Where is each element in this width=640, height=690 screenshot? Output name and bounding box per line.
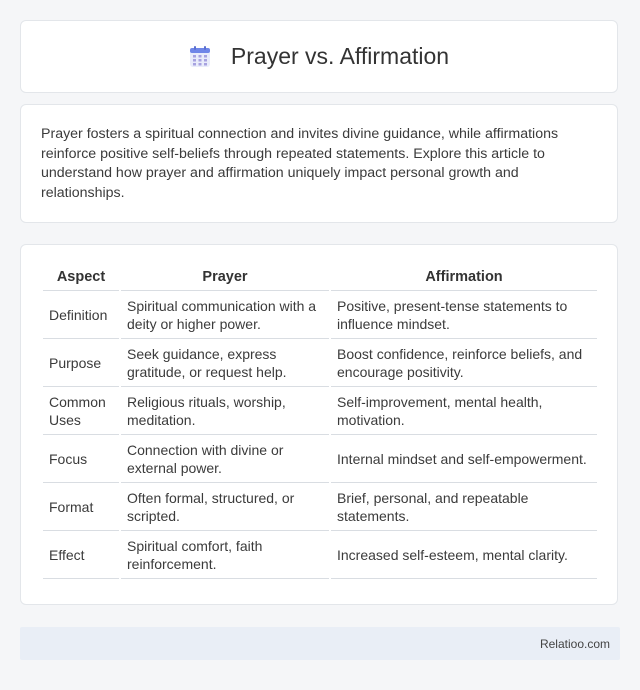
column-header-affirmation: Affirmation (331, 265, 597, 291)
table-row (43, 387, 597, 435)
cell-prayer: Spiritual communication with a deity or higher power. (121, 291, 329, 339)
footer-brand: Relatioo.com (539, 636, 610, 651)
table-header-row (43, 265, 597, 291)
table-row (43, 531, 597, 579)
page-title: Prayer vs. Affirmation (230, 43, 450, 69)
cell-aspect: Format (43, 483, 119, 531)
footer-bar (20, 627, 620, 660)
table-row (43, 339, 597, 387)
comparison-card (20, 244, 618, 605)
cell-aspect: Definition (43, 291, 119, 339)
cell-affirmation: Positive, present-tense statements to influence mindset. (331, 291, 597, 339)
cell-affirmation: Brief, personal, and repeatable statements. (331, 483, 597, 531)
cell-affirmation: Self-improvement, mental health, motivation. (331, 387, 597, 435)
cell-prayer: Connection with divine or external power. (121, 435, 329, 483)
calendar-icon (189, 46, 211, 68)
cell-aspect: Focus (43, 435, 119, 483)
title-card (20, 20, 618, 93)
table-row (43, 435, 597, 483)
cell-affirmation: Increased self-esteem, mental clarity. (331, 531, 597, 579)
cell-aspect: Purpose (43, 339, 119, 387)
cell-prayer: Often formal, structured, or scripted. (121, 483, 329, 531)
table-row (43, 483, 597, 531)
intro-text: Prayer fosters a spiritual connection and invites divine guidance, while affirmations reinforce positive self-beliefs through repeated statements. Explore this article to understand how prayer and affirmation uniquely impact personal growth and relationships. (41, 126, 559, 201)
cell-affirmation: Boost confidence, reinforce beliefs, and encourage positivity. (331, 339, 597, 387)
cell-aspect: Effect (43, 531, 119, 579)
cell-affirmation: Internal mindset and self-empowerment. (331, 435, 597, 483)
cell-prayer: Seek guidance, express gratitude, or request help. (121, 339, 329, 387)
cell-prayer: Spiritual comfort, faith reinforcement. (121, 531, 329, 579)
column-header-aspect: Aspect (43, 265, 119, 291)
comparison-table (41, 265, 599, 579)
cell-aspect: Common Uses (43, 387, 119, 435)
intro-card (20, 104, 618, 223)
table-row (43, 291, 597, 339)
cell-prayer: Religious rituals, worship, meditation. (121, 387, 329, 435)
column-header-prayer: Prayer (121, 265, 329, 291)
